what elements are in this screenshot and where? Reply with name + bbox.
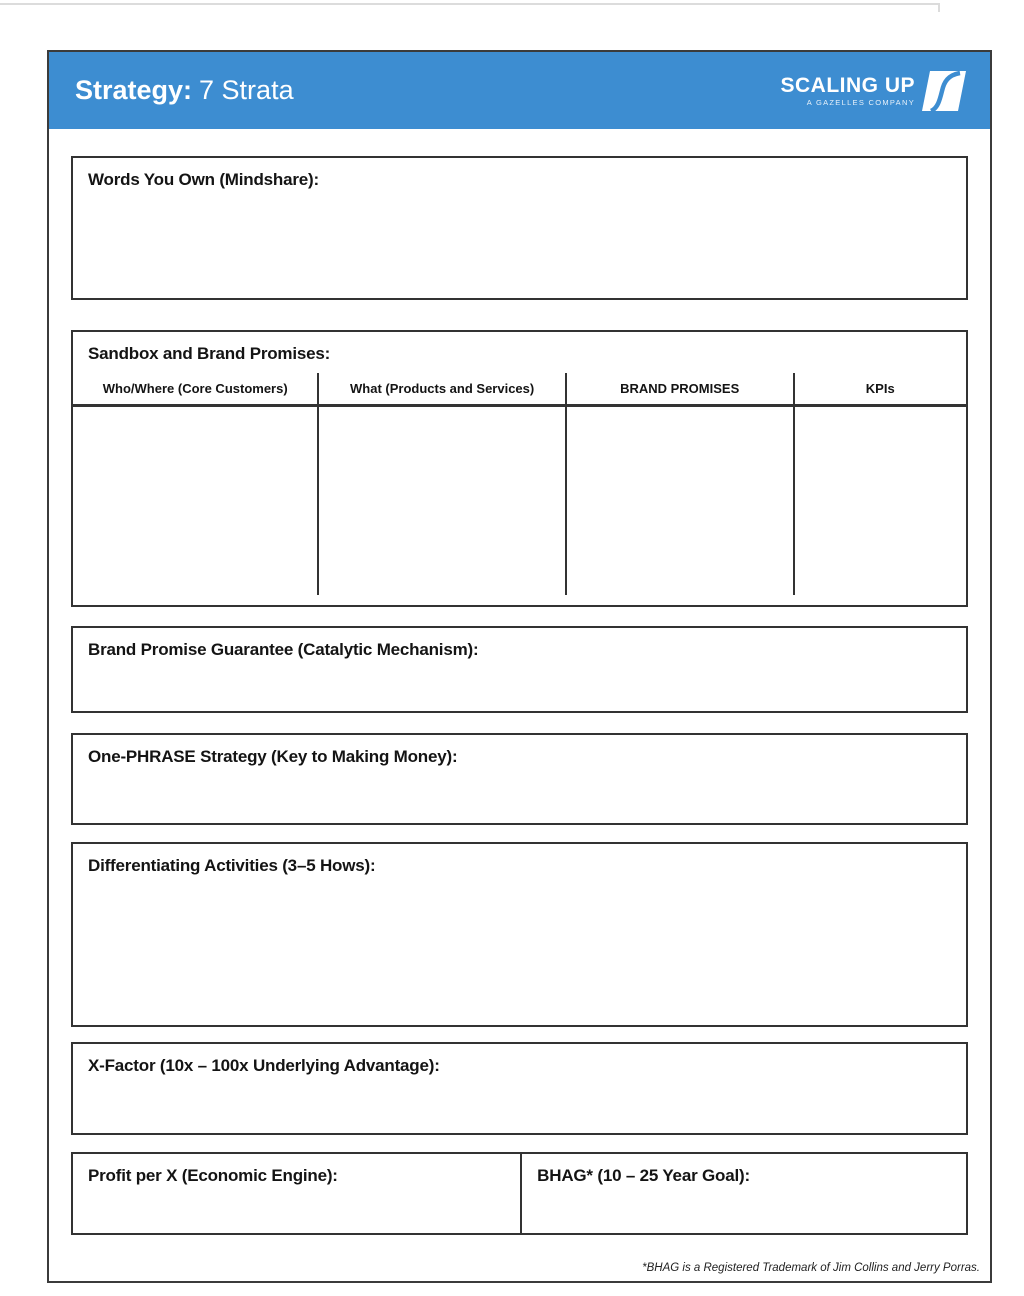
sandbox-table-header-row (73, 373, 966, 404)
logo-tagline: A GAZELLES COMPANY (806, 97, 915, 107)
section-bhag (522, 1154, 966, 1233)
logo-wordmark: SCALING UP (780, 73, 915, 97)
section-label: X-Factor (10x – 100x Underlying Advantage): (88, 1056, 440, 1075)
page-title-value: 7 Strata (199, 75, 294, 105)
section-label: Profit per X (Economic Engine): (88, 1166, 338, 1185)
sandbox-table-body-row (73, 407, 966, 595)
section-bottom-row (71, 1152, 968, 1235)
section-label: BHAG* (10 – 25 Year Goal): (537, 1166, 750, 1185)
header-bar (49, 52, 990, 129)
section-differentiating-activities (71, 842, 968, 1027)
table-cell-empty (567, 407, 795, 595)
scan-artifact-line (0, 3, 938, 5)
table-cell-empty (319, 407, 566, 595)
column-header-kpis: KPIs (865, 381, 895, 396)
section-profit-per-x (73, 1154, 522, 1233)
section-brand-promise-guarantee (71, 626, 968, 713)
table-cell-empty (795, 407, 966, 595)
worksheet-content (49, 156, 990, 1235)
section-sandbox-brand-promises (71, 330, 968, 607)
column-header-who-where: Who/Where (Core Customers) (73, 373, 319, 404)
column-header-brand-promises: BRAND PROMISES (567, 373, 795, 404)
page-title (75, 75, 294, 106)
scan-artifact-tick (938, 3, 940, 12)
section-label: Differentiating Activities (3–5 Hows): (88, 856, 376, 875)
bhag-trademark-footnote: *BHAG is a Registered Trademark of Jim Collins and Jerry Porras. (642, 1262, 980, 1274)
worksheet-frame (47, 50, 992, 1283)
scaling-up-logo (780, 71, 966, 111)
table-cell-empty (73, 407, 319, 595)
section-label: Sandbox and Brand Promises: (88, 344, 331, 363)
scaling-up-logo-text (780, 75, 915, 107)
growth-curve-icon (922, 71, 966, 111)
section-one-phrase-strategy (71, 733, 968, 825)
column-header-what: What (Products and Services) (319, 373, 566, 404)
section-label: Words You Own (Mindshare): (88, 170, 319, 189)
section-label: Brand Promise Guarantee (Catalytic Mechanism): (88, 640, 479, 659)
section-label: One-PHRASE Strategy (Key to Making Money): (88, 747, 458, 766)
section-words-you-own (71, 156, 968, 300)
section-x-factor (71, 1042, 968, 1135)
page-title-label: Strategy: (75, 75, 193, 105)
